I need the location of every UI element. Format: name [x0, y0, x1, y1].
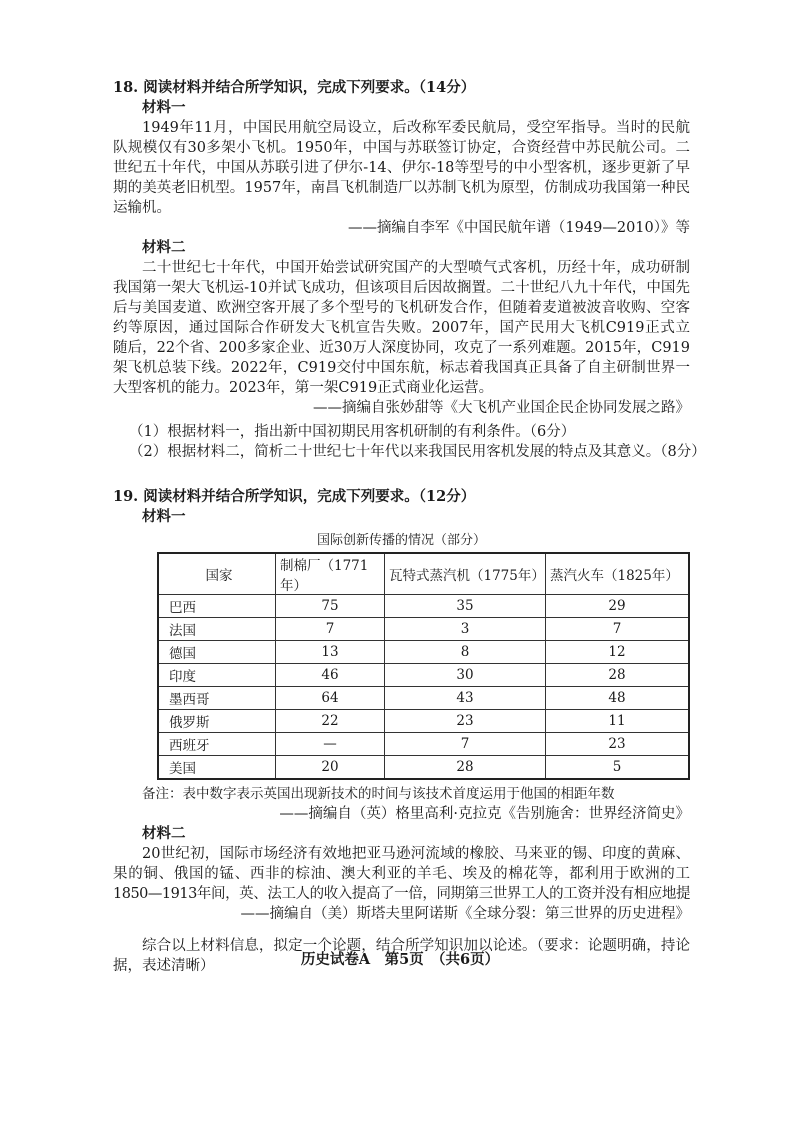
header-cell: 制棉厂（1771年） [276, 553, 385, 595]
table-note: 备注：表中数字表示英国出现新技术的时间与该技术首度运用于他国的相距年数 [142, 786, 615, 802]
text-line: 大型客机的能力。2023年，第一架C919正式商业化运营。 [113, 380, 494, 396]
value-cell: 48 [546, 687, 690, 710]
q18-subquestion-1: （1）根据材料一，指出新中国初期民用客机研制的有利条件。（6分） [129, 424, 576, 440]
text-line: 后与美国麦道、欧洲空客开展了多个型号的飞机研发合作，但随着麦道被波音收购、空客 [113, 300, 690, 316]
country-cell: 德国 [158, 641, 276, 664]
text-line: 约等原因，通过国际合作研发大飞机宣告失败。2007年，国产民用大飞机C919正式立 [113, 320, 690, 336]
value-cell: 43 [385, 687, 546, 710]
q18-material2-text [113, 258, 690, 398]
q18-material2-citation: ——摘编自张妙甜等《大飞机产业国企民企协同发展之路》 [313, 400, 690, 416]
value-cell: 3 [385, 618, 546, 641]
value-cell: 30 [385, 664, 546, 687]
country-cell: 印度 [158, 664, 276, 687]
q18-material1-text [113, 118, 690, 218]
table-header-row [158, 553, 689, 595]
header-cell: 瓦特式蒸汽机（1775年） [385, 553, 546, 595]
q18-title: 18. 阅读材料并结合所学知识，完成下列要求。（14分） [113, 79, 476, 96]
value-cell: 13 [276, 641, 385, 664]
value-cell: 7 [385, 733, 546, 756]
table-row [158, 687, 689, 710]
country-cell: 美国 [158, 756, 276, 780]
q19-title: 19. 阅读材料并结合所学知识，完成下列要求。（12分） [113, 488, 476, 505]
text-line: 随后，22个省、200多家企业、近30万人深度协同，攻克了一系列难题。2015年，C919 [113, 340, 690, 356]
value-cell: 29 [546, 595, 690, 618]
table-row [158, 756, 689, 780]
q19-material2-citation: ——摘编自（美）斯塔夫里阿诺斯《全球分裂：第三世界的历史进程》 [240, 906, 690, 922]
table-caption: 国际创新传播的情况（部分） [316, 533, 486, 548]
q19-material1-label: 材料一 [142, 508, 186, 525]
value-cell: 11 [546, 710, 690, 733]
q19-material2-label: 材料二 [142, 825, 186, 842]
header-cell: 国家 [158, 553, 276, 595]
value-cell: 20 [276, 756, 385, 780]
value-cell: 35 [385, 595, 546, 618]
page-footer: 历史试卷A 第5页 （共6页） [300, 951, 500, 968]
q18-material1-citation: ——摘编自李军《中国民航年谱（1949—2010）》等 [347, 220, 690, 236]
text-line: 1850—1913年间，英、法工人的收入提高了一倍，同期第三世界工人的工资并没有相应地提 [113, 886, 690, 902]
table-row [158, 618, 689, 641]
country-cell: 巴西 [158, 595, 276, 618]
country-cell: 俄罗斯 [158, 710, 276, 733]
text-line: 世纪五十年代，中国从苏联引进了伊尔-14、伊尔-18等型号的中小型客机，逐步更新了早 [113, 160, 690, 176]
text-line: 期的美英老旧机型。1957年，南昌飞机制造厂以苏制飞机为原型，仿制成功我国第一种民 [113, 180, 690, 196]
value-cell: 46 [276, 664, 385, 687]
value-cell: 8 [385, 641, 546, 664]
q18-material1-label: 材料一 [142, 99, 186, 116]
value-cell: 23 [385, 710, 546, 733]
table-row [158, 710, 689, 733]
value-cell: 22 [276, 710, 385, 733]
table-row [158, 641, 689, 664]
value-cell: 7 [276, 618, 385, 641]
q18-material2-label: 材料二 [142, 239, 186, 256]
country-cell: 西班牙 [158, 733, 276, 756]
text-line: 1949年11月，中国民用航空局设立，后改称军委民航局，受空军指导。当时的民航 [142, 120, 690, 136]
country-cell: 法国 [158, 618, 276, 641]
q19-task-line: 综合以上材料信息，拟定一个论题，结合所学知识加以论述。（要求：论题明确，持论 [142, 938, 690, 954]
table-row [158, 664, 689, 687]
value-cell: 28 [546, 664, 690, 687]
text-line: 我国第一架大飞机运-10并试飞成功，但该项目后因故搁置。二十世纪八九十年代，中国先 [113, 280, 690, 296]
text-line: 运输机。 [113, 200, 171, 216]
value-cell: 28 [385, 756, 546, 780]
value-cell: 5 [546, 756, 690, 780]
table-row [158, 733, 689, 756]
value-cell: 12 [546, 641, 690, 664]
value-cell: 23 [546, 733, 690, 756]
q19-material2-text [113, 844, 690, 904]
text-line: 果的铜、俄国的锰、西非的棕油、澳大利亚的羊毛、埃及的棉花等，都利用于欧洲的工 [113, 866, 690, 882]
value-cell: 75 [276, 595, 385, 618]
q19-task-line: 据，表述清晰） [113, 958, 215, 974]
table-row [158, 595, 689, 618]
q19-material1-citation: ——摘编自（英）格里高利·克拉克《告别施舍：世界经济简史》 [279, 806, 690, 822]
text-line: 队规模仅有30多架小飞机。1950年，中国与苏联签订协定，合资经营中苏民航公司。二 [113, 140, 690, 156]
value-cell: 64 [276, 687, 385, 710]
text-line: 二十世纪七十年代，中国开始尝试研究国产的大型喷气式客机，历经十年，成功研制 [142, 260, 690, 276]
exam-page [113, 78, 706, 976]
innovation-diffusion-table [157, 552, 690, 780]
value-cell: — [276, 733, 385, 756]
q18-subquestion-2: （2）根据材料二，简析二十世纪七十年代以来我国民用客机发展的特点及其意义。（8分） [129, 444, 706, 460]
text-line: 架飞机总装下线。2022年，C919交付中国东航，标志着我国真正具备了自主研制世界一 [113, 360, 690, 376]
header-cell: 蒸汽火车（1825年） [546, 553, 690, 595]
text-line: 20世纪初，国际市场经济有效地把亚马逊河流域的橡胶、马来亚的锡、印度的黄麻、 [142, 846, 690, 862]
value-cell: 7 [546, 618, 690, 641]
country-cell: 墨西哥 [158, 687, 276, 710]
